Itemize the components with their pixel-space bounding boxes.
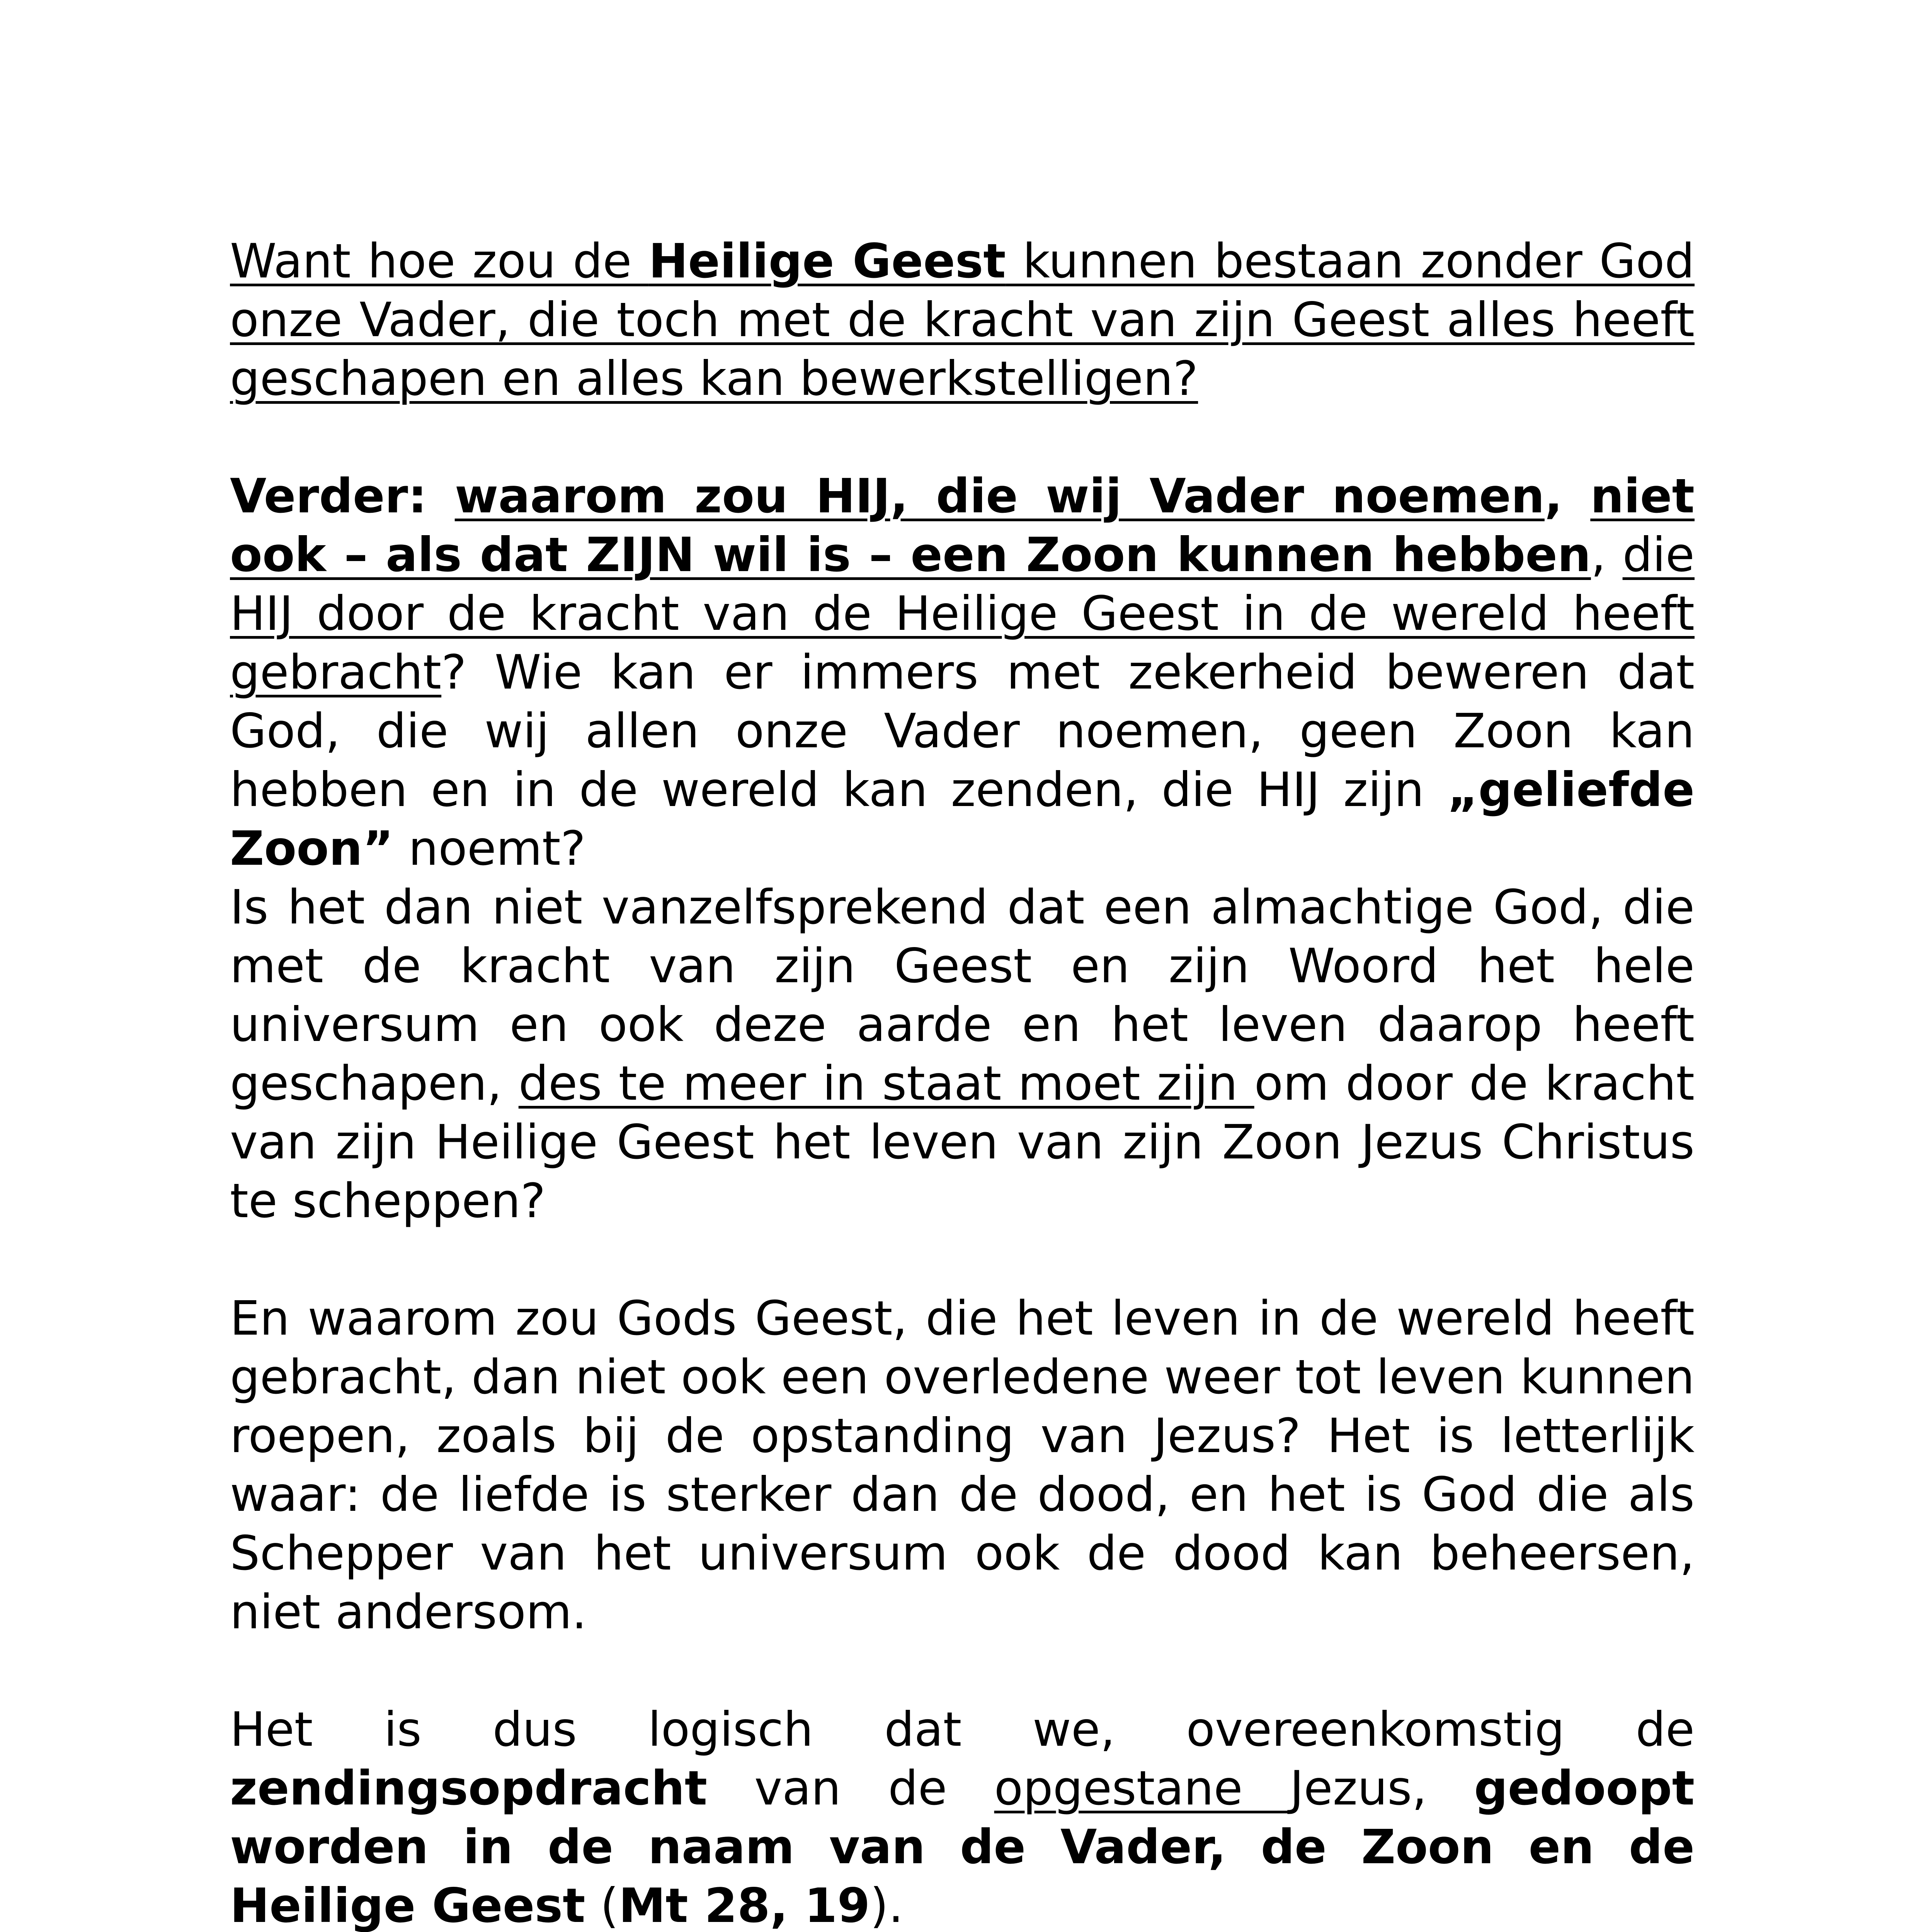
- text-segment: opgestane: [994, 1761, 1290, 1816]
- text-segment: Het is dus logisch dat we, overeenkomstig de: [230, 1702, 1695, 1757]
- text-segment: „geliefde Zoon”: [230, 762, 1695, 876]
- paragraph: [230, 878, 1695, 1230]
- text-segment: niet ook – als dat ZIJN wil is – een Zoon kunnen hebben: [230, 469, 1695, 582]
- text-segment: Want hoe zou de: [230, 234, 649, 289]
- text-segment: Heilige Geest: [648, 234, 1006, 289]
- body-text: [230, 232, 1695, 1932]
- text-segment: van de: [707, 1761, 994, 1816]
- text-segment: ).: [870, 1878, 904, 1932]
- text-segment: om door de kracht van zijn Heilige Geest het leven van zijn Zoon Jezus Christus te scheppen?: [230, 1056, 1695, 1228]
- paragraph: [230, 1289, 1695, 1641]
- text-segment: noemt?: [393, 821, 586, 876]
- text-segment: des te meer in staat moet zijn: [518, 1056, 1254, 1111]
- text-segment: ,: [1544, 469, 1591, 524]
- text-segment: ,: [1591, 527, 1623, 582]
- text-segment: En waarom zou Gods Geest, die het leven in de wereld heeft gebracht, dan niet ook een overledene weer tot leven kunnen roepen, zoals bij de opstanding van Jezus? Het is letterlijk waar: de liefde is sterker dan de dood, en het is God die als Schepper van het universum ook de dood kan beheersen, niet andersom.: [230, 1291, 1695, 1639]
- text-segment: waarom zou HIJ, die wij Vader noemen: [454, 469, 1545, 524]
- text-segment: die HIJ door de kracht van de Heilige Geest in de wereld heeft gebracht: [230, 527, 1695, 700]
- text-segment: Verder:: [230, 469, 455, 524]
- text-segment: ? Wie kan er immers met zekerheid beweren dat God, die wij allen onze Vader noemen, geen Zoon kan hebben en in de wereld kan zenden, die HIJ zijn: [230, 645, 1695, 817]
- text-segment: Is het dan niet vanzelfsprekend dat een almachtige God, die met de kracht van zijn Geest en zijn Woord het hele universum en ook deze aarde en het leven daarop heeft geschapen,: [230, 880, 1695, 1111]
- text-segment: Mt 28, 19: [618, 1878, 870, 1932]
- paragraph: [230, 467, 1695, 878]
- text-segment: zendingsopdracht: [230, 1761, 708, 1816]
- paragraph: [230, 1700, 1695, 1932]
- text-segment: Jezus,: [1290, 1761, 1474, 1816]
- text-segment: kunnen bestaan zonder God onze Vader, die toch met de kracht van zijn Geest alles heeft geschapen en alles kan bewerkstelligen?: [230, 234, 1695, 406]
- text-segment: (: [585, 1878, 619, 1932]
- paragraph: [230, 232, 1695, 408]
- text-segment: gedoopt worden in de naam van de Vader, de Zoon en de Heilige Geest: [230, 1761, 1695, 1932]
